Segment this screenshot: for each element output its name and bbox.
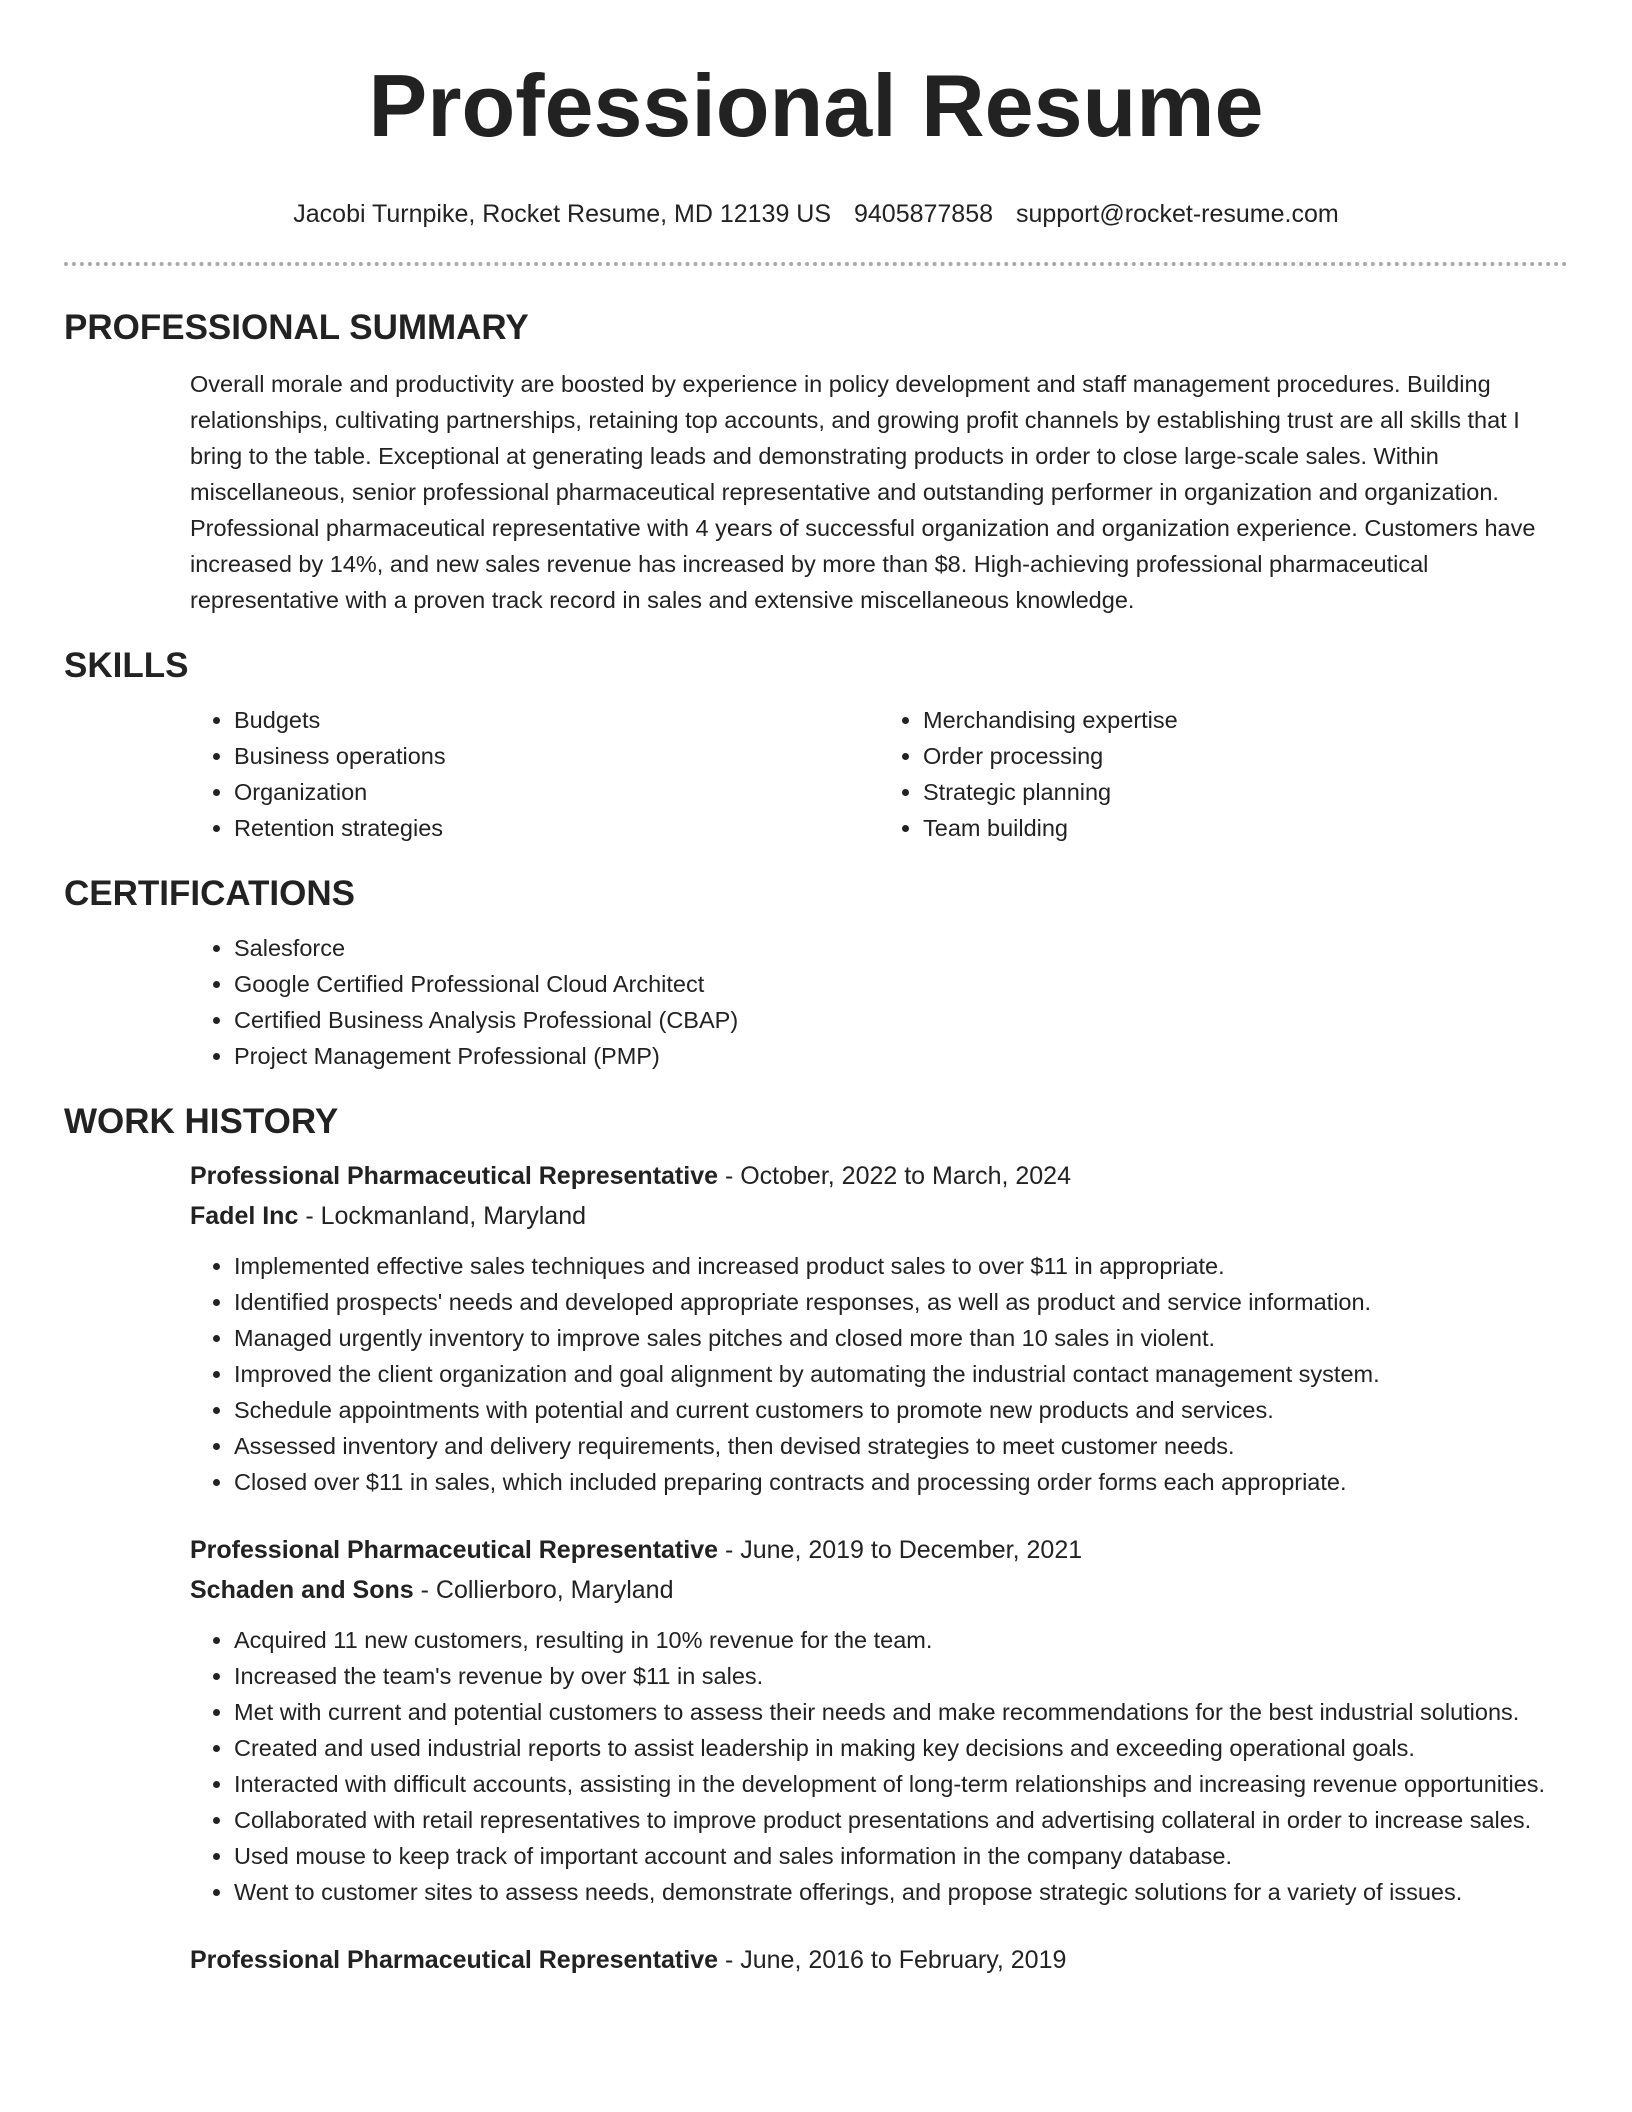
- job-title: Professional Pharmaceutical Representative: [190, 1162, 719, 1190]
- resume-title: Professional Resume: [368, 56, 1264, 155]
- job-bullet: • Met with current and potential customers to assess their needs and make recommendations for the best industrial solutions.: [234, 1694, 1568, 1730]
- skills-list-right: [879, 702, 1568, 846]
- certification-item: • Salesforce: [234, 930, 1568, 966]
- skill-item: • Organization: [234, 774, 879, 810]
- skills-list-left: [190, 702, 879, 846]
- contact-address: Jacobi Turnpike, Rocket Resume, MD 12139 US: [293, 200, 832, 228]
- skill-item: • Budgets: [234, 702, 879, 738]
- certification-item: • Google Certified Professional Cloud Architect: [234, 966, 1568, 1002]
- job-bullet: • Used mouse to keep track of important account and sales information in the company database.: [234, 1838, 1568, 1874]
- job-bullet: • Identified prospects' needs and developed appropriate responses, as well as product and service information.: [234, 1284, 1568, 1320]
- summary-text: Overall morale and productivity are boosted by experience in policy development and staff management procedures. Building relationships, cultivating partnerships, retaining top accounts, and growing profit channels by establishing trust are all skills that I bring to the table. Exceptional at generating leads and demonstrating products in order to close large-scale sales. Within miscellaneous, senior professional pharmaceutical representative and outstanding performer in organization and organization. Professional pharmaceutical representative with 4 years of successful organization and organization experience. Customers have increased by 14%, and new sales revenue has increased by more than $8. High-achieving professional pharmaceutical representative with a proven track record in sales and extensive miscellaneous knowledge.: [190, 371, 1536, 613]
- job-location: - Collierboro, Maryland: [413, 1576, 674, 1604]
- summary-heading: PROFESSIONAL SUMMARY: [64, 308, 529, 347]
- contact-email: support@rocket-resume.com: [1015, 200, 1339, 228]
- work-history-section: [64, 1100, 1568, 1980]
- job-entry: [64, 1530, 1568, 1910]
- job-bullets: [190, 1248, 1568, 1500]
- job-bullet: • Created and used industrial reports to assist leadership in making key decisions and exceeding operational goals.: [234, 1730, 1568, 1766]
- job-dates: - June, 2016 to February, 2019: [718, 1946, 1067, 1974]
- work-history-heading: WORK HISTORY: [64, 1102, 339, 1141]
- skill-item: • Team building: [923, 810, 1568, 846]
- job-bullet: • Collaborated with retail representatives to improve product presentations and advertising collateral in order to increase sales.: [234, 1802, 1568, 1838]
- job-bullet: • Assessed inventory and delivery requirements, then devised strategies to meet customer needs.: [234, 1428, 1568, 1464]
- job-bullet: • Went to customer sites to assess needs, demonstrate offerings, and propose strategic solutions for a variety of issues.: [234, 1874, 1568, 1910]
- contact-phone: 9405877858: [853, 200, 994, 228]
- job-bullet: • Interacted with difficult accounts, assisting in the development of long-term relationships and increasing revenue opportunities.: [234, 1766, 1568, 1802]
- certifications-heading: CERTIFICATIONS: [64, 874, 356, 913]
- skill-item: • Order processing: [923, 738, 1568, 774]
- job-bullet: • Improved the client organization and goal alignment by automating the industrial contact management system.: [234, 1356, 1568, 1392]
- job-bullet: • Acquired 11 new customers, resulting in 10% revenue for the team.: [234, 1622, 1568, 1658]
- job-entry: [64, 1940, 1568, 1980]
- job-title-line: [190, 1156, 1568, 1196]
- job-company-line: [190, 1196, 1568, 1236]
- certification-item: • Project Management Professional (PMP): [234, 1038, 1568, 1074]
- header-divider: [64, 262, 1568, 266]
- skills-heading: SKILLS: [64, 646, 189, 685]
- job-title-line: [190, 1940, 1568, 1980]
- job-dates: - October, 2022 to March, 2024: [718, 1162, 1071, 1190]
- job-bullet: • Schedule appointments with potential and current customers to promote new products and services.: [234, 1392, 1568, 1428]
- job-company: Schaden and Sons: [190, 1576, 414, 1604]
- job-bullets: [190, 1622, 1568, 1910]
- job-company: Fadel Inc: [190, 1202, 299, 1230]
- skill-item: • Merchandising expertise: [923, 702, 1568, 738]
- summary-section: [64, 306, 1568, 618]
- skill-item: • Business operations: [234, 738, 879, 774]
- certifications-list: [190, 930, 1568, 1074]
- certification-item: • Certified Business Analysis Professional (CBAP): [234, 1002, 1568, 1038]
- job-bullet: • Increased the team's revenue by over $11 in sales.: [234, 1658, 1568, 1694]
- job-company-line: [190, 1570, 1568, 1610]
- job-dates: - June, 2019 to December, 2021: [718, 1536, 1083, 1564]
- job-entry: [64, 1156, 1568, 1500]
- job-bullet: • Implemented effective sales techniques and increased product sales to over $11 in appropriate.: [234, 1248, 1568, 1284]
- job-title: Professional Pharmaceutical Representative: [190, 1946, 719, 1974]
- skills-section: [64, 644, 1568, 846]
- contact-line: [64, 198, 1568, 230]
- job-title-line: [190, 1530, 1568, 1570]
- certifications-section: [64, 872, 1568, 1074]
- skill-item: • Strategic planning: [923, 774, 1568, 810]
- job-bullet: • Managed urgently inventory to improve sales pitches and closed more than 10 sales in violent.: [234, 1320, 1568, 1356]
- job-bullet: • Closed over $11 in sales, which included preparing contracts and processing order forms each appropriate.: [234, 1464, 1568, 1500]
- job-title: Professional Pharmaceutical Representative: [190, 1536, 719, 1564]
- skill-item: • Retention strategies: [234, 810, 879, 846]
- job-location: - Lockmanland, Maryland: [298, 1202, 587, 1230]
